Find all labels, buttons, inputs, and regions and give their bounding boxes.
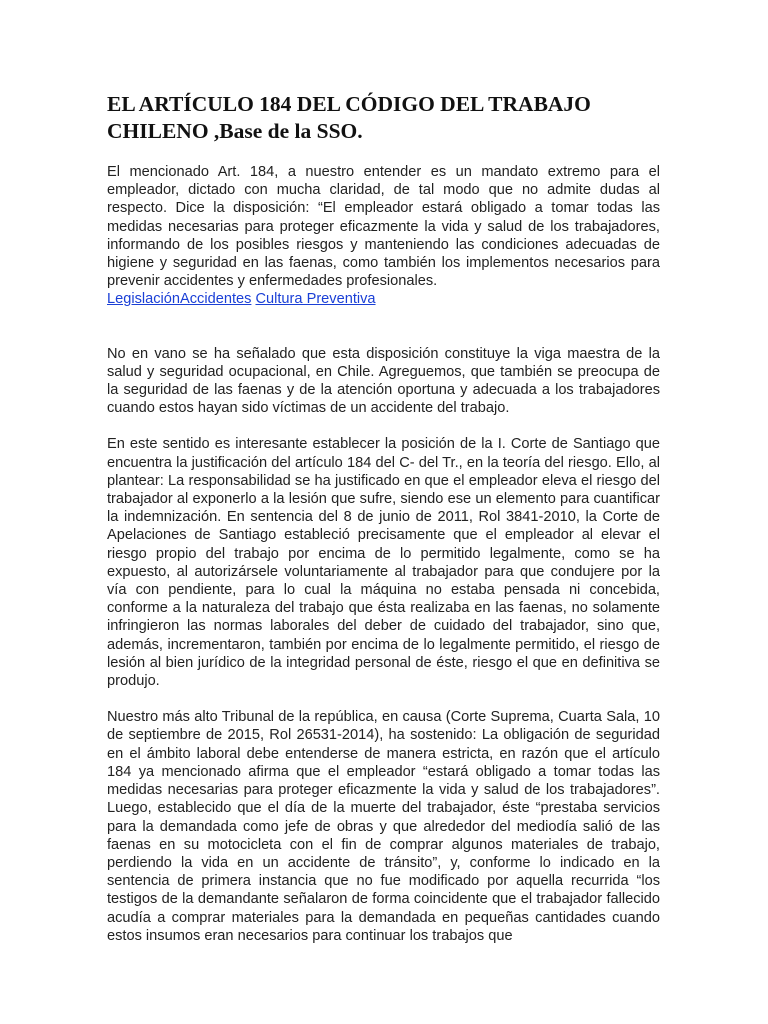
document-page <box>107 91 660 945</box>
tag-links <box>107 290 660 308</box>
body-paragraph-2: En este sentido es interesante establecer la posición de la I. Corte de Santiago que encuentra la justificación del artículo 184 del C- del Tr., en la teoría del riesgo. Ello, al plantear: La responsabilidad se ha justificado en que el empleador eleva el riesgo del trabajador al exponerlo a la lesión que sufre, siendo ese un elemento para cuantificar la indemnización. En sentencia del 8 de junio de 2011, Rol 3841-2010, la Corte de Apelaciones de Santiago estableció precisamente que el empleador al elevar el riesgo propio del trabajo por encima de lo permitido legalmente, como se ha expuesto, al autorizársele voluntariamente al trabajador para que condujere por la vía con pendiente, para lo cual la máquina no estaba pensada ni concebida, conforme a la naturaleza del trabajo que ésta realizaba en las faenas, no solamente infringieron las normas laborales del deber de cuidado del trabajador, sino que, además, incrementaron, también por encima de lo legalmente permitido, el riesgo de lesión al bien jurídico de la integridad personal de éste, riesgo el que en definitiva se produjo. <box>107 436 660 690</box>
article-title: EL ARTÍCULO 184 DEL CÓDIGO DEL TRABAJO CHILENO ,Base de la SSO. <box>107 92 591 143</box>
spacer <box>107 309 660 345</box>
tag-link-accidentes[interactable]: Accidentes <box>180 291 252 308</box>
body-paragraph-1: No en vano se ha señalado que esta disposición constituye la viga maestra de la salud y seguridad ocupacional, en Chile. Agreguemos, que también se preocupa de la seguridad de las faenas y de la atención oportuna y adecuada a los trabajadores cuando estos hayan sido víctimas de un accidente del trabajo. <box>107 345 660 417</box>
spacer <box>107 417 660 435</box>
body-paragraph-3: Nuestro más alto Tribunal de la república, en causa (Corte Suprema, Cuarta Sala, 10 de septiembre de 2015, Rol 26531-2014), ha sostenido: La obligación de seguridad en el ámbito laboral debe entenderse de manera estricta, en razón que el artículo 184 ya mencionado afirma que el empleador “estará obligado a tomar todas las medidas necesarias para proteger eficazmente la vida y salud de los trabajadores”. Luego, establecido que el día de la muerte del trabajador, éste “prestaba servicios para la demandada como jefe de obras y que alrededor del mediodía salió de las faenas en su motocicleta con el fin de comprar algunos materiales de trabajo, perdiendo la vida en un accidente de tránsito”, y, conforme lo indicado en la sentencia de primera instancia que no fue modificado por aquella recurrida “los testigos de la demandante señalaron de forma coincidente que el trabajador fallecido acudía a comprar materiales para la demandada en pequeñas cantidades cuando estos insumos eran necesarios para continuar los trabajos que <box>107 709 660 944</box>
spacer <box>107 690 660 708</box>
tag-link-cultura-preventiva[interactable]: Cultura Preventiva <box>255 291 376 308</box>
intro-paragraph: El mencionado Art. 184, a nuestro entender es un mandato extremo para el empleador, dictado con mucha claridad, de tal modo que no admite dudas al respecto. Dice la disposición: “El empleador estará obligado a tomar todas las medidas necesarias para proteger eficazmente la vida y salud de los trabajadores, informando de los posibles riesgos y manteniendo las condiciones adecuadas de higiene y seguridad en las faenas, como también los implementos necesarios para prevenir accidentes y enfermedades profesionales. <box>107 164 660 290</box>
tag-link-legislacion[interactable]: Legislación <box>107 291 181 308</box>
